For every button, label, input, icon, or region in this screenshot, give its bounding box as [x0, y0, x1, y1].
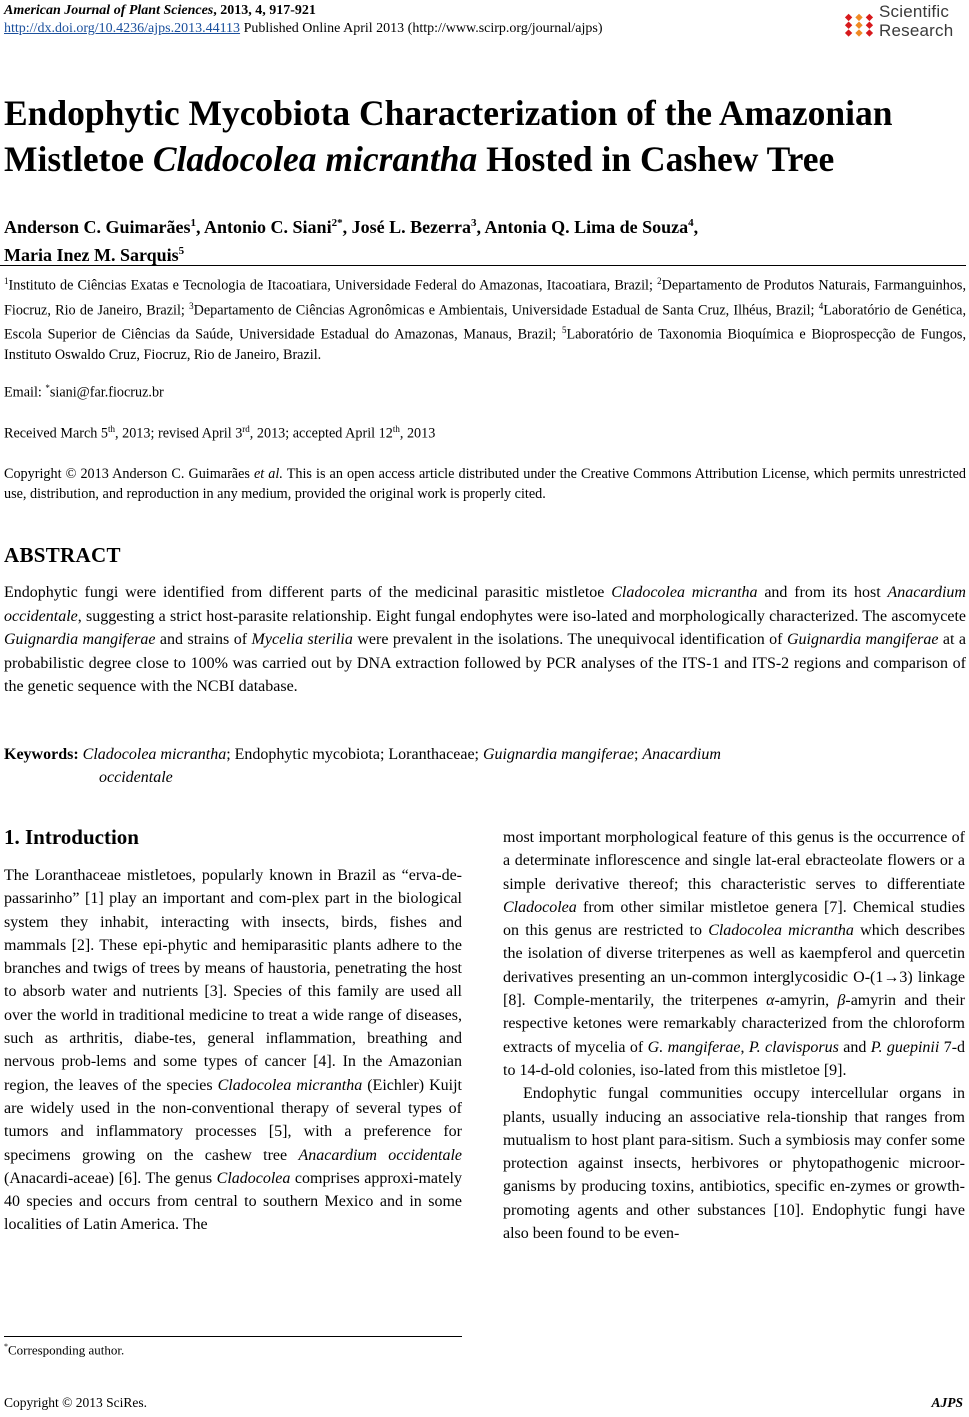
paragraph [503, 1082, 965, 1245]
received-dates [4, 424, 435, 443]
abstract-heading: ABSTRACT [4, 543, 121, 567]
italic-term: Mycelia sterilia [251, 631, 353, 648]
italic-term: α [766, 992, 775, 1010]
doi-link[interactable]: http://dx.doi.org/10.4236/ajps.2013.44113 [4, 21, 241, 36]
doi-line [4, 21, 602, 37]
journal-name: American Journal of Plant Sciences [4, 3, 214, 18]
author-line-1 [4, 211, 964, 239]
footer-copyright: Copyright © 2013 SciRes. [4, 1395, 148, 1410]
affil-mark: 3 [189, 300, 194, 311]
logo-square [855, 29, 862, 36]
author-affil-mark: 4 [688, 217, 694, 229]
keyword: occidentale [99, 769, 173, 786]
logo-square [845, 22, 852, 29]
author-name: Maria Inez M. Sarquis [4, 245, 179, 265]
date-text: Received March 5 [4, 425, 108, 442]
affiliation-text: Departamento de Produtos Naturais, Farmanguinhos, Fiocruz, Rio de Janeiro, Brazil; [4, 277, 966, 319]
footnote-text: Corresponding author. [8, 1342, 125, 1358]
affil-mark: 1 [4, 276, 9, 286]
text-run: comprises approxi-mately 40 species and occurs from central to southern Mexico and in some localities of Latin America. The [4, 1169, 462, 1234]
footer-journal-abbrev: AJPS [931, 1395, 963, 1410]
text-run: at a probabilistic degree close to 100% was carried out by DNA extraction followed by PCR analyses of the ITS-1 and ITS-2 regions and comparison of the genetic sequence with the NCBI database. [4, 631, 967, 695]
author-name: Anderson C. Guimarães [4, 217, 191, 237]
text-run: 7-d to 14-d-old colonies, iso-lated from this mistletoe [9]. [503, 1038, 966, 1079]
running-header [4, 3, 316, 19]
italic-term: Guignardia mangiferae [787, 631, 939, 648]
affil-mark: 5 [561, 325, 567, 336]
keywords-line-2 [4, 766, 966, 789]
text-run: (Eichler) Kuijt are widely used in the non-conventional therapy of several types of tumors and inflammatory processes [5], with a preference for specimens growing on the cashew tree [4, 1076, 462, 1164]
copyright-text: Copyright © 2013 Anderson C. Guimarães [4, 466, 254, 482]
title-line-1: Endophytic Mycobiota Characterization of the Amazonian [4, 93, 893, 133]
logo-square [845, 29, 852, 36]
keywords-label: Keywords: [4, 746, 83, 763]
date-text: , 2013; accepted April 12 [249, 425, 393, 442]
author-name: Antonio C. Siani [204, 217, 332, 237]
title-species-italic: Cladocolea micrantha [152, 139, 478, 179]
text-run: and strains of [155, 631, 252, 648]
keywords [4, 743, 966, 789]
correspondence-email [4, 383, 164, 402]
footnote-divider [4, 1336, 462, 1337]
author-separator: , [196, 217, 205, 237]
logo-square [855, 22, 862, 29]
article-title [4, 90, 964, 182]
header-divider [0, 265, 966, 266]
paragraph [4, 864, 462, 1237]
text-run: and from its host [757, 584, 888, 601]
keywords-line-1 [4, 743, 966, 766]
author-name: José L. Bezerra [351, 217, 472, 237]
publisher-logo-icon [841, 4, 877, 40]
text-run: The Loranthaceae mistletoes, popularly known in Brazil as “erva-de-passarinho” [1] play an important and com-plex part in the biological system they inhabit, interacting with insects, birds, fishes and mammals [2]. These epi-phytic and hemiparasitic plants adhere to the branches and twigs of trees by means of haustoria, penetrating the host to absorb water and nutrients [3]. Species of this family are used all over the world in traditional medicine to treat a wide range of diseases, such as arthritis, diabe-tes, general inflammation, breathing and nervous prob-lems and some types of cancer [4]. In the Amazonian region, the leaves of the species [4, 867, 462, 1094]
logo-square [845, 14, 852, 21]
title-line-2 [4, 136, 964, 182]
affil-mark: 2 [657, 276, 662, 286]
copyright-notice [4, 464, 966, 504]
italic-term: Cladocolea micrantha [611, 584, 758, 601]
text-run: Endophytic fungi were identified from different parts of the medicinal parasitic mistletoe [4, 584, 612, 601]
author-list [4, 211, 964, 267]
email-label: Email: [4, 384, 46, 401]
section-heading-introduction: 1. Introduction [4, 825, 139, 849]
text-run: -amyrin and their respective ketones were remarkably characterized from the chloroform extracts of mycelia of [503, 992, 965, 1056]
affil-mark: 4 [818, 300, 824, 311]
author-name: Antonia Q. Lima de Souza [484, 217, 689, 237]
copyright-etal: et al. [253, 466, 283, 482]
text-run: from other similar mistletoe genera [7]. Chemical studies on this genus are restricted to [503, 898, 965, 940]
abstract-body [4, 581, 966, 699]
title-text: Hosted in Cashew Tree [477, 139, 835, 179]
italic-term: P. guepinii [870, 1038, 940, 1056]
keyword: Cladocolea micrantha [82, 746, 227, 763]
italic-term: Guignardia mangiferae [4, 631, 156, 648]
author-separator: , [693, 217, 699, 237]
copyright-text: This is an open access article distributed under the Creative Commons Attribution License, which permits unrestricted use, distribution, and reproduction in any medium, provided the original work is properly cited. [4, 466, 966, 502]
ordinal: th [108, 424, 116, 434]
keyword: Guignardia mangiferae [483, 746, 634, 763]
logo-square [866, 14, 873, 21]
text-run: which describes the isolation of diverse triterpenes as well as kaempferol and quercetin derivatives presenting an un-common interglycosidic O-(1→3) linkage [8]. Comple-mentarily, the triterpenes [503, 922, 965, 1010]
scientific-research-logo [841, 2, 963, 42]
italic-term: Cladocolea [216, 1169, 291, 1187]
italic-term: Anacardium occidentale [298, 1146, 462, 1164]
logo-square [855, 14, 862, 21]
text-run: -amyrin, [774, 992, 838, 1010]
date-text: , 2013; revised April 3 [115, 425, 243, 442]
italic-term: G. mangiferae [647, 1038, 741, 1056]
text-run: and [838, 1038, 871, 1056]
paragraph [503, 826, 965, 1082]
text-run: , suggesting a strict host-parasite relationship. Eight fungal endophytes were iso-lated and morphologically characterized. The ascomycete [77, 607, 966, 625]
author-affil-mark: 3 [471, 217, 477, 229]
italic-term: Cladocolea micrantha [708, 922, 854, 940]
text-run: (Anacardi-aceae) [6]. The genus [4, 1169, 217, 1187]
affiliation-text: Instituto de Ciências Exatas e Tecnologia de Itacoatiara, Universidade Federal do Amazonas, Itacoatiara, Brazil; [8, 277, 658, 294]
italic-term: β [837, 992, 846, 1010]
left-column-text [4, 864, 462, 1237]
text-run: Endophytic fungal communities occupy intercellular organs in plants, usually inducing an associative rela-tionship that ranges from mutualism to host plant para-sitism. Such a symbiosis may confer some protection against insects, herbivores or phytopathogenic microor-ganisms by producing toxins, antibiotics, specific en-zymes or growth-promoting agents and other substances [10]. Endophytic fungi have also been found to be even- [503, 1085, 965, 1243]
keyword-list-text: ; Endophytic mycobiota; Loranthaceae; [226, 746, 483, 763]
email-address[interactable]: siani@far.fiocruz.br [49, 384, 164, 401]
affiliation-text: Departamento de Ciências Agronômicas e Ambientais, Universidade Estadual de Santa Cruz, Ilhéus, Brazil; [193, 302, 819, 319]
published-online: Published Online April 2013 (http://www.scirp.org/journal/ajps) [240, 21, 603, 36]
affiliation-text: Laboratório de Genética, Escola Superior de Ciências da Saúde, Universidade Estadual do Amazonas, Manaus, Brazil; [4, 302, 966, 344]
email-mark: * [45, 383, 50, 393]
author-separator: , [342, 217, 352, 237]
author-line-2 [4, 239, 964, 267]
italic-term: Cladocolea micrantha [217, 1076, 363, 1094]
author-affil-mark: 1 [190, 217, 197, 229]
logo-word-scientific: Scientific [879, 2, 950, 21]
ordinal: rd [242, 424, 250, 434]
footnote-mark: * [4, 1342, 8, 1351]
author-affil-mark: 5 [178, 245, 185, 257]
logo-word-research: Research [879, 21, 954, 40]
italic-term: Anacardium occidentale [4, 584, 966, 625]
italic-term: Cladocolea [503, 898, 577, 916]
keyword: Anacardium [642, 746, 721, 763]
affiliation-text: Laboratório de Taxonomia Bioquímica e Bioprospecção de Fungos, Instituto Oswaldo Cruz, Fiocruz, Rio de Janeiro, Brazil. [4, 327, 966, 364]
title-text: Mistletoe [4, 139, 153, 179]
keyword-separator: ; [633, 746, 643, 763]
logo-square [866, 29, 873, 36]
italic-term: P. clavisporus [748, 1038, 839, 1056]
text-run: were prevalent in the isolations. The unequivocal identification of [352, 631, 787, 648]
right-column-text [503, 826, 965, 1245]
logo-square [866, 22, 873, 29]
footnote [4, 1342, 124, 1358]
ordinal: th [392, 424, 400, 434]
journal-volume: , 2013, 4, 917-921 [213, 3, 316, 18]
date-text: , 2013 [399, 425, 436, 442]
author-separator: , [476, 217, 485, 237]
text-run: most important morphological feature of this genus is the occurrence of a determinate inflorescence and single lat-eral ebracteolate flowers or a simple derivative thereof; this characteristic serves to differentiate [503, 829, 965, 893]
author-affil-mark: 2* [331, 217, 343, 229]
text-run: , [740, 1038, 749, 1056]
affiliations [4, 271, 966, 365]
